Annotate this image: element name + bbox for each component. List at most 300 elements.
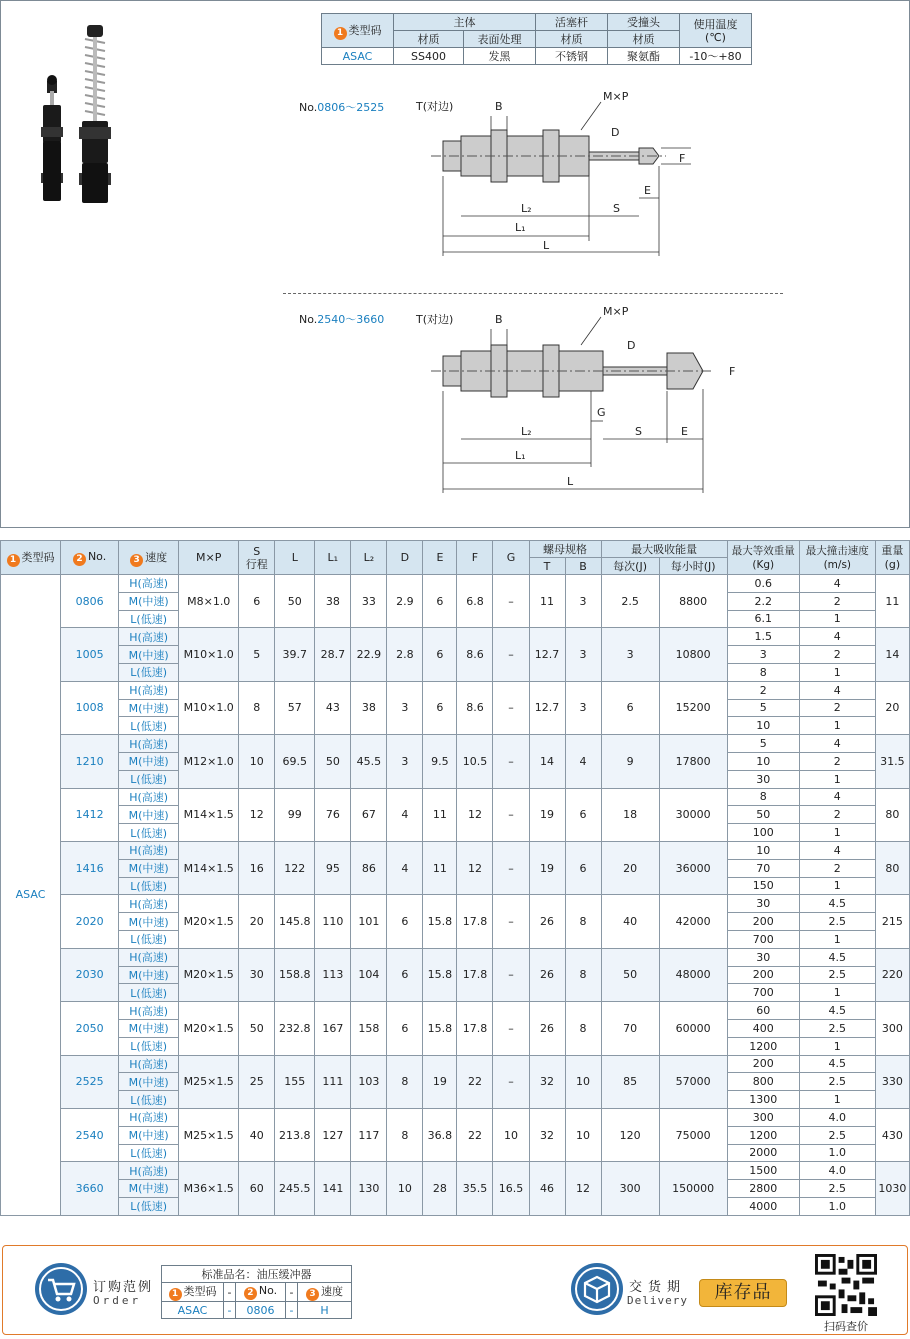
per-cell: 6 [601,681,659,734]
mass-cell: 1.5 [727,628,799,646]
mxp-cell: M12×1.0 [179,735,239,788]
l-cell: 145.8 [275,895,315,948]
table-row [1,788,910,806]
speed-cell: H(高速) [119,788,179,806]
mass-cell: 400 [727,1019,799,1037]
cart-icon [35,1263,87,1315]
g-cell: – [493,735,529,788]
b-cell: 3 [565,575,601,628]
vmax-cell: 4.5 [799,1055,875,1073]
material-subheader: 材质 [394,31,464,48]
per-cell: 70 [601,1002,659,1055]
hour-col-header: 每小时(J) [659,558,727,575]
l2-cell: 22.9 [351,628,387,681]
table-row [1,681,910,699]
hour-cell: 75000 [659,1108,727,1161]
table-row [1,628,910,646]
table-row [1,575,910,593]
b-cell: 4 [565,735,601,788]
per-cell: 20 [601,841,659,894]
mass-cell: 10 [727,752,799,770]
no-cell: 2020 [61,895,119,948]
table-row [1,1162,910,1180]
t-cell: 14 [529,735,565,788]
no-cell: 1412 [61,788,119,841]
qr-label: 扫码查价 [824,1320,868,1333]
t-cell: 32 [529,1055,565,1108]
mass-cell: 800 [727,1073,799,1091]
hour-cell: 17800 [659,735,727,788]
mxp-cell: M10×1.0 [179,681,239,734]
vmax-cell: 1 [799,717,875,735]
l1-cell: 43 [315,681,351,734]
mass-cell: 700 [727,984,799,1002]
mass-cell: 200 [727,913,799,931]
g-cell: – [493,628,529,681]
d-cell: 8 [387,1108,423,1161]
mass-cell: 30 [727,770,799,788]
rod-header: 活塞杆 [536,14,608,31]
s-cell: 40 [239,1108,275,1161]
drawing-separator [283,293,783,294]
e-cell: 36.8 [423,1108,457,1161]
vmax-cell: 4 [799,681,875,699]
speed-cell: L(低速) [119,1197,179,1215]
l2-cell: 117 [351,1108,387,1161]
hour-cell: 15200 [659,681,727,734]
s-cell: 20 [239,895,275,948]
s-cell: 10 [239,735,275,788]
vmax-cell: 4.0 [799,1162,875,1180]
l-cell: 99 [275,788,315,841]
mass-cell: 2 [727,681,799,699]
type-code-col-header: 1 类型码 [1,541,61,575]
vmax-cell: 4 [799,575,875,593]
vmax-cell: 4 [799,735,875,753]
hour-cell: 42000 [659,895,727,948]
f-cell: 17.8 [457,895,493,948]
g-cell: 16.5 [493,1162,529,1215]
f-cell: 12 [457,841,493,894]
d-cell: 4 [387,841,423,894]
l-cell: 57 [275,681,315,734]
mass-cell: 30 [727,895,799,913]
spec-table [0,540,910,1216]
vmax-cell: 2.5 [799,1126,875,1144]
speed-cell: H(高速) [119,681,179,699]
l-cell: 50 [275,575,315,628]
vmax-cell: 1 [799,930,875,948]
drawing2-range: No.2540～3660 [299,313,385,326]
hour-cell: 150000 [659,1162,727,1215]
g-cell: – [493,841,529,894]
table-row [1,1002,910,1020]
l1-cell: 141 [315,1162,351,1215]
mass-cell: 10 [727,841,799,859]
mxp-cell: M14×1.5 [179,841,239,894]
table-row [1,735,910,753]
type-code-header: 1 类型码 [322,14,394,48]
l-label-2: L [567,475,574,488]
e-cell: 6 [423,628,457,681]
hour-cell: 60000 [659,1002,727,1055]
l2-cell: 101 [351,895,387,948]
f-cell: 17.8 [457,948,493,1001]
example-no: 0806 [236,1302,286,1319]
hour-cell: 57000 [659,1055,727,1108]
l1-label-1: L₁ [515,221,526,234]
speed-cell: H(高速) [119,1055,179,1073]
d-cell: 3 [387,735,423,788]
t-cell: 11 [529,575,565,628]
per-col-header: 每次(J) [601,558,659,575]
t-cell: 12.7 [529,628,565,681]
no-cell: 3660 [61,1162,119,1215]
g-cell: – [493,948,529,1001]
weight-cell: 20 [875,681,909,734]
table-row [1,1108,910,1126]
l2-cell: 38 [351,681,387,734]
weight-cell: 215 [875,895,909,948]
mxp-cell: M25×1.5 [179,1108,239,1161]
weight-cell: 330 [875,1055,909,1108]
t-cell: 19 [529,788,565,841]
mass-cell: 700 [727,930,799,948]
l1-cell: 113 [315,948,351,1001]
vmax-cell: 4.5 [799,948,875,966]
mass-cell: 1500 [727,1162,799,1180]
l2-cell: 33 [351,575,387,628]
vmax-cell: 2 [799,859,875,877]
mass-cell: 5 [727,699,799,717]
per-cell: 85 [601,1055,659,1108]
surface-cell: 发黑 [464,48,536,65]
temp-cell: -10～+80 [680,48,752,65]
speed-cell: M(中速) [119,1180,179,1198]
e-cell: 11 [423,788,457,841]
mass-cell: 8 [727,663,799,681]
weight-cell: 80 [875,788,909,841]
rod-material-subheader: 材质 [536,31,608,48]
speed-cell: L(低速) [119,930,179,948]
per-cell: 300 [601,1162,659,1215]
f-label-2: F [729,365,736,378]
mxp-cell: M36×1.5 [179,1162,239,1215]
e-cell: 6 [423,681,457,734]
weight-cell: 220 [875,948,909,1001]
order-example-table [161,1265,352,1319]
d-col-header: D [387,541,423,575]
s-label-2: S [635,425,642,438]
std-name: 标准品名：油压缓冲器 [162,1266,352,1283]
d-cell: 2.8 [387,628,423,681]
g-col-header: G [493,541,529,575]
mass-cell: 2000 [727,1144,799,1162]
g-cell: – [493,1055,529,1108]
nut-col-header: 螺母规格 [529,541,601,558]
g-cell: – [493,681,529,734]
speed-cell: M(中速) [119,699,179,717]
d-cell: 10 [387,1162,423,1215]
hour-cell: 48000 [659,948,727,1001]
no-col-header: 2 No. [61,541,119,575]
b-cell: 3 [565,628,601,681]
speed-cell: L(低速) [119,984,179,1002]
d-label-2: D [627,339,636,352]
per-cell: 120 [601,1108,659,1161]
body-material-cell: SS400 [394,48,464,65]
speed-cell: L(低速) [119,824,179,842]
vmax-cell: 4.5 [799,1002,875,1020]
e-cell: 9.5 [423,735,457,788]
d-cell: 3 [387,681,423,734]
mxp-cell: M20×1.5 [179,948,239,1001]
order-col-1: 1 类型码 [162,1283,224,1302]
e-cell: 6 [423,575,457,628]
mass-cell: 1200 [727,1126,799,1144]
e-cell: 28 [423,1162,457,1215]
vmax-cell: 4 [799,841,875,859]
number-3-icon: 3 [130,554,143,567]
order-col-3: 3 速度 [298,1283,352,1302]
mass-cell: 150 [727,877,799,895]
vmax-cell: 2.5 [799,1073,875,1091]
g-cell: 10 [493,1108,529,1161]
speed-cell: M(中速) [119,592,179,610]
no-cell: 2540 [61,1108,119,1161]
vmax-cell: 1 [799,1037,875,1055]
g-cell: – [493,895,529,948]
vmax-cell: 2 [799,592,875,610]
mass-cell: 200 [727,1055,799,1073]
vmax-cell: 4.5 [799,895,875,913]
mxp-label-2: M×P [603,305,629,318]
speed-cell: M(中速) [119,806,179,824]
number-1-icon: 1 [7,554,20,567]
l1-cell: 127 [315,1108,351,1161]
vmax-cell: 1 [799,610,875,628]
e-cell: 15.8 [423,1002,457,1055]
vmax-cell: 1 [799,770,875,788]
speed-cell: L(低速) [119,663,179,681]
dash-4: - [286,1302,298,1319]
b-cell: 6 [565,788,601,841]
speed-cell: H(高速) [119,948,179,966]
g-cell: – [493,1002,529,1055]
l2-label-1: L₂ [521,202,532,215]
t-cell: 26 [529,948,565,1001]
cap-cell: 聚氨酯 [608,48,680,65]
vmax-cell: 2 [799,646,875,664]
vmax-cell: 1 [799,1091,875,1109]
per-cell: 18 [601,788,659,841]
f-cell: 22 [457,1108,493,1161]
no-cell: 2050 [61,1002,119,1055]
speed-cell: M(中速) [119,1126,179,1144]
t-cell: 26 [529,1002,565,1055]
mxp-cell: M14×1.5 [179,788,239,841]
f-cell: 22 [457,1055,493,1108]
s-cell: 50 [239,1002,275,1055]
dash-3: - [224,1302,236,1319]
g-cell: – [493,575,529,628]
vmax-col-header: 最大撞击速度 (m/s) [799,541,875,575]
weight-cell: 11 [875,575,909,628]
t-cell: 32 [529,1108,565,1161]
l1-label-2: L₁ [515,449,526,462]
speed-cell: L(低速) [119,610,179,628]
dash-2: - [286,1283,298,1302]
speed-cell: H(高速) [119,628,179,646]
order-col-2: 2 No. [236,1283,286,1302]
speed-cell: H(高速) [119,1002,179,1020]
vmax-cell: 2 [799,806,875,824]
b-cell: 8 [565,948,601,1001]
speed-cell: H(高速) [119,1162,179,1180]
number-3-icon: 3 [306,1288,319,1301]
l-label-1: L [543,239,550,252]
f-cell: 17.8 [457,1002,493,1055]
vmax-cell: 2.5 [799,1180,875,1198]
vmax-cell: 1.0 [799,1144,875,1162]
type-code-cell: ASAC [322,48,394,65]
speed-cell: H(高速) [119,895,179,913]
mass-cell: 2.2 [727,592,799,610]
s-cell: 8 [239,681,275,734]
vmax-cell: 4.0 [799,1108,875,1126]
l-cell: 245.5 [275,1162,315,1215]
mxp-cell: M20×1.5 [179,1002,239,1055]
t-label-1: T(对边) [416,100,454,113]
speed-col-header: 3 速度 [119,541,179,575]
l2-cell: 158 [351,1002,387,1055]
cap-material-subheader: 材质 [608,31,680,48]
delivery-subtitle: Delivery [627,1294,688,1307]
l1-cell: 28.7 [315,628,351,681]
number-2-icon: 2 [244,1287,257,1300]
t-cell: 26 [529,895,565,948]
s-cell: 60 [239,1162,275,1215]
stock-badge: 库存品 [699,1279,787,1307]
f-cell: 35.5 [457,1162,493,1215]
surface-subheader: 表面处理 [464,31,536,48]
vmax-cell: 2 [799,699,875,717]
product-drawing-panel [0,0,910,528]
l-cell: 122 [275,841,315,894]
l-cell: 232.8 [275,1002,315,1055]
l1-cell: 95 [315,841,351,894]
mass-cell: 70 [727,859,799,877]
b-cell: 10 [565,1108,601,1161]
l1-cell: 76 [315,788,351,841]
d-cell: 8 [387,1055,423,1108]
f-cell: 10.5 [457,735,493,788]
table-row [1,895,910,913]
d-cell: 4 [387,788,423,841]
order-title: 订购范例 [93,1280,154,1295]
weight-cell: 31.5 [875,735,909,788]
hour-cell: 30000 [659,788,727,841]
mass-cell: 60 [727,1002,799,1020]
number-1-icon: 1 [169,1288,182,1301]
mxp-cell: M20×1.5 [179,895,239,948]
no-cell: 1005 [61,628,119,681]
b-label-2: B [495,313,503,326]
speed-cell: M(中速) [119,1019,179,1037]
number-1-icon: 1 [334,27,347,40]
hour-cell: 36000 [659,841,727,894]
mxp-cell: M25×1.5 [179,1055,239,1108]
l2-cell: 45.5 [351,735,387,788]
mass-cell: 100 [727,824,799,842]
type-code-cell: ASAC [1,575,61,1216]
b-cell: 3 [565,681,601,734]
s-cell: 6 [239,575,275,628]
s-cell: 5 [239,628,275,681]
t-cell: 12.7 [529,681,565,734]
absorb-col-header: 最大吸收能量 [601,541,727,558]
l2-col-header: L₂ [351,541,387,575]
order-footer [2,1245,908,1335]
mass-cell: 3 [727,646,799,664]
vmax-cell: 2.5 [799,1019,875,1037]
qr-code-icon[interactable] [815,1254,877,1316]
l1-cell: 111 [315,1055,351,1108]
weight-cell: 430 [875,1108,909,1161]
speed-cell: L(低速) [119,717,179,735]
e-col-header: E [423,541,457,575]
delivery-title: 交货期 [629,1280,687,1295]
body-header: 主体 [394,14,536,31]
mass-cell: 4000 [727,1197,799,1215]
g-cell: – [493,788,529,841]
l-cell: 39.7 [275,628,315,681]
f-cell: 6.8 [457,575,493,628]
l-cell: 69.5 [275,735,315,788]
vmax-cell: 2.5 [799,913,875,931]
e-cell: 19 [423,1055,457,1108]
speed-cell: H(高速) [119,841,179,859]
l1-cell: 50 [315,735,351,788]
e-label-2: E [681,425,688,438]
per-cell: 40 [601,895,659,948]
f-cell: 12 [457,788,493,841]
mxp-cell: M8×1.0 [179,575,239,628]
vmax-cell: 1 [799,824,875,842]
no-cell: 2030 [61,948,119,1001]
dash-1: - [224,1283,236,1302]
t-cell: 19 [529,841,565,894]
mxp-cell: M10×1.0 [179,628,239,681]
speed-cell: M(中速) [119,646,179,664]
speed-cell: H(高速) [119,735,179,753]
per-cell: 9 [601,735,659,788]
vmax-cell: 1.0 [799,1197,875,1215]
l1-cell: 110 [315,895,351,948]
mass-cell: 300 [727,1108,799,1126]
e-cell: 11 [423,841,457,894]
l-cell: 213.8 [275,1108,315,1161]
l-cell: 155 [275,1055,315,1108]
mass-cell: 5 [727,735,799,753]
b-cell: 10 [565,1055,601,1108]
l2-cell: 130 [351,1162,387,1215]
f-label-1: F [679,152,686,165]
table-row [1,841,910,859]
g-label-2: G [597,406,606,419]
mass-cell: 2800 [727,1180,799,1198]
vmax-cell: 2 [799,752,875,770]
